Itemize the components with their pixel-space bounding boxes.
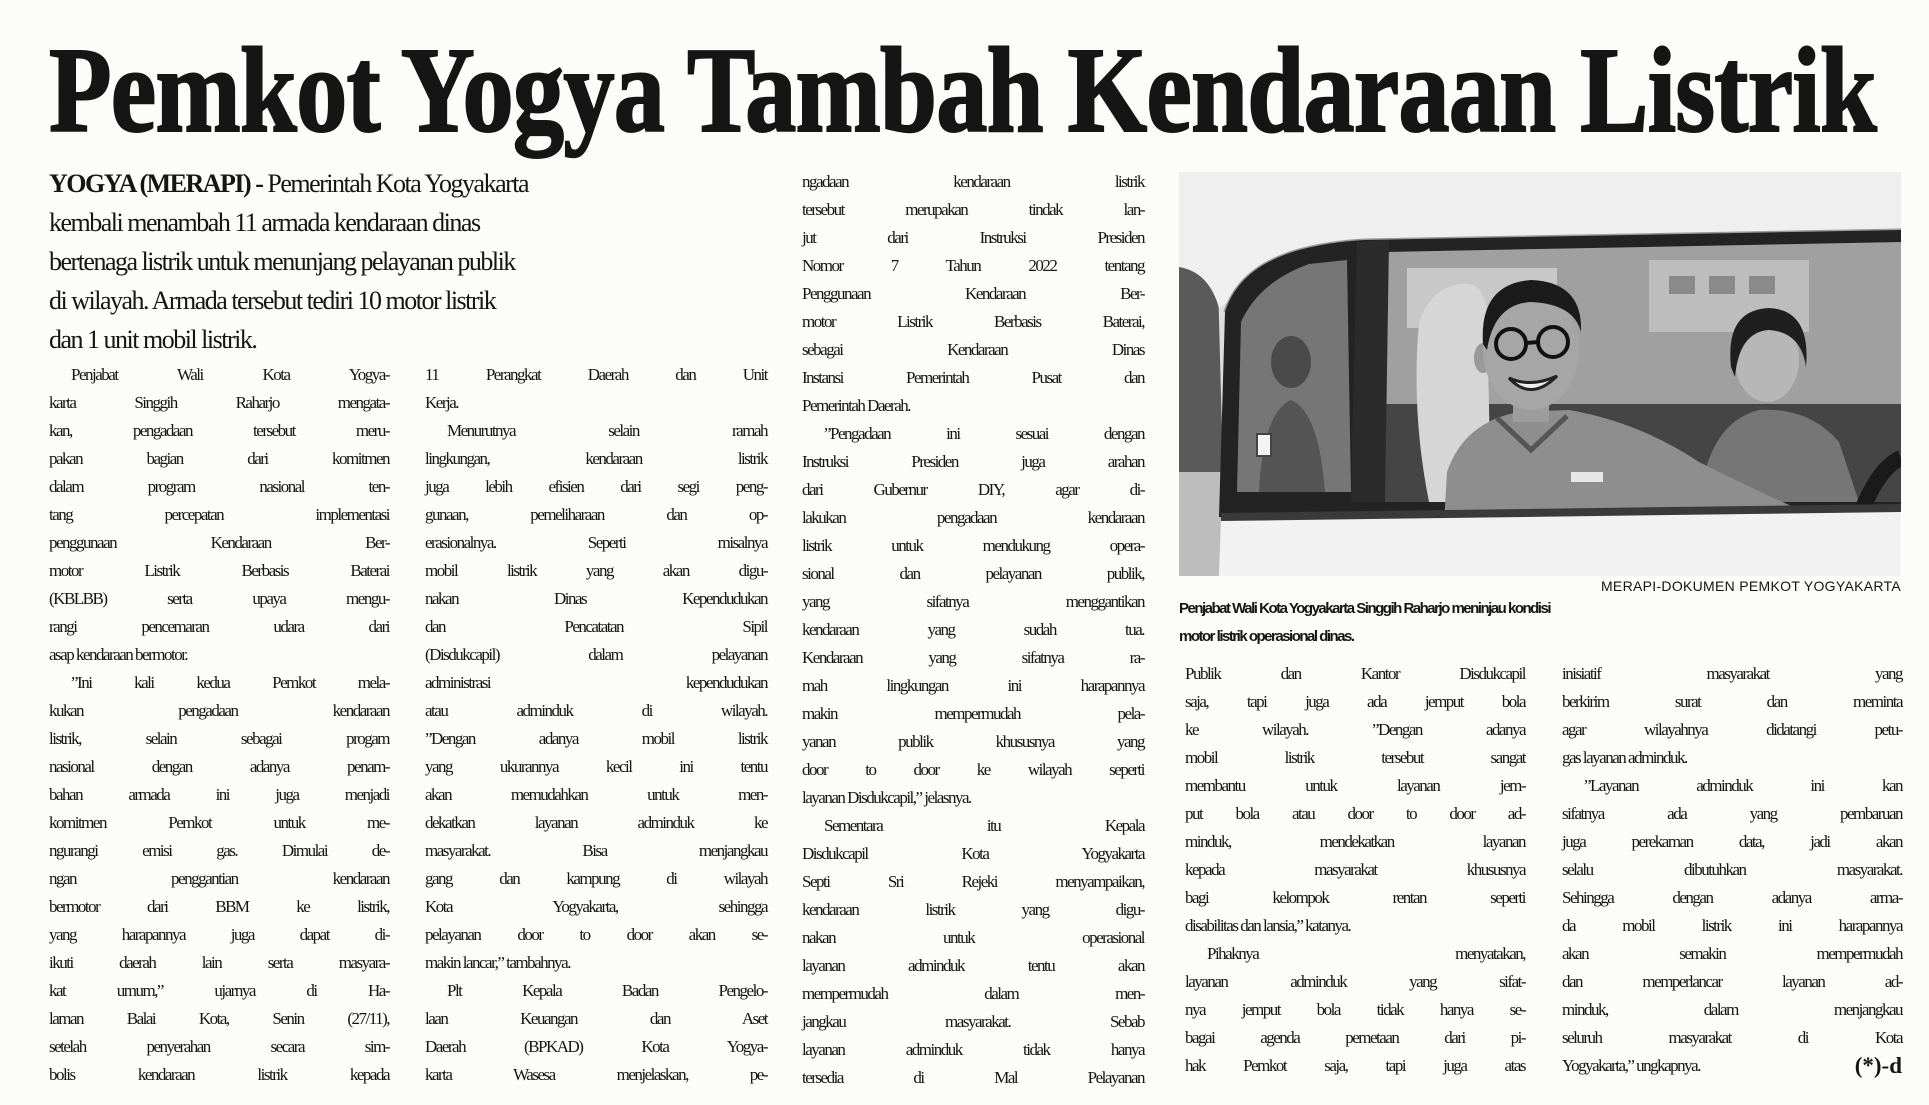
article-line: yang harapannya juga dapat di- bbox=[49, 925, 389, 944]
article-line: saja, tapi juga ada jemput bola bbox=[1185, 692, 1525, 711]
article-line: komitmen Pemkot untuk me- bbox=[49, 813, 389, 832]
article-line: kendaraan yang sudah tua. bbox=[802, 620, 1144, 639]
article-line: listrik, selain sebagai progam bbox=[49, 729, 389, 748]
article-line: sional dan pelayanan publik, bbox=[802, 564, 1144, 583]
article-line: mobil listrik yang akan digu- bbox=[425, 561, 767, 580]
article-line: Instruksi Presiden juga arahan bbox=[802, 452, 1144, 471]
article-line: da mobil listrik ini harapannya bbox=[1562, 916, 1902, 935]
article-signoff: (*)-d bbox=[1854, 1053, 1902, 1078]
article-line: ke wilayah. ”Dengan adanya bbox=[1185, 720, 1525, 739]
article-line: kat umum,” ujarnya di Ha- bbox=[49, 981, 389, 1000]
article-column-4 bbox=[1185, 660, 1525, 1080]
article-line: pelayanan door to door akan se- bbox=[425, 925, 767, 944]
photo-reflection-head bbox=[1271, 336, 1311, 388]
article-line: tersebut merupakan tindak lan- bbox=[802, 200, 1144, 219]
article-column-1 bbox=[49, 361, 389, 1089]
article-line: nya jemput bola tidak hanya se- bbox=[1185, 1000, 1525, 1019]
article-line: gunaan, pemeliharaan dan op- bbox=[425, 505, 767, 524]
article-line: mobil listrik tersebut sangat bbox=[1185, 748, 1525, 767]
article-line: agar wilayahnya didatangi petu- bbox=[1562, 720, 1902, 739]
article-line: lakukan pengadaan kendaraan bbox=[802, 508, 1144, 527]
article-line: Sementara itu Kepala bbox=[824, 816, 1144, 835]
article-line: Sehingga dengan adanya arma- bbox=[1562, 888, 1902, 907]
article-line: kan, pengadaan tersebut meru- bbox=[49, 421, 389, 440]
article-column-2 bbox=[425, 361, 767, 1089]
article-line: sebagai Kendaraan Dinas bbox=[802, 340, 1144, 359]
article-line: Kota Yogyakarta, sehingga bbox=[425, 897, 767, 916]
article-line: membantu untuk layanan jem- bbox=[1185, 776, 1525, 795]
article-line: ”Dengan adanya mobil listrik bbox=[425, 729, 767, 748]
article-headline bbox=[49, 23, 1929, 158]
article-line: administrasi kependudukan bbox=[425, 673, 767, 692]
article-paragraph bbox=[1562, 660, 1902, 772]
article-line: bagi kelompok rentan seperti bbox=[1185, 888, 1525, 907]
article-line: karta Wasesa menjelaskan, pe- bbox=[425, 1065, 767, 1084]
article-line: bolis kendaraan listrik kepada bbox=[49, 1065, 389, 1084]
article-line: nakan Dinas Kependudukan bbox=[425, 589, 767, 608]
photo-caption bbox=[1179, 595, 1901, 651]
article-line: juga lebih efisien dari segi peng- bbox=[425, 477, 767, 496]
article-paragraph bbox=[425, 361, 767, 417]
article-line: listrik untuk mendukung opera- bbox=[802, 536, 1144, 555]
article-line: seluruh masyarakat di Kota bbox=[1562, 1028, 1902, 1047]
photo-door-panel bbox=[1219, 510, 1901, 576]
article-paragraph bbox=[425, 417, 767, 977]
article-line: Pihaknya menyatakan, bbox=[1207, 944, 1525, 963]
article-line: akan semakin mempermudah bbox=[1562, 944, 1902, 963]
article-line: masyarakat. Bisa menjangkau bbox=[425, 841, 767, 860]
article-line: karta Singgih Raharjo mengata- bbox=[49, 393, 389, 412]
article-line: dan Pencatatan Sipil bbox=[425, 617, 767, 636]
lead-line: kembali menambah 11 armada kendaraan dinas bbox=[49, 208, 480, 237]
article-line: Penggunaan Kendaraan Ber- bbox=[802, 284, 1144, 303]
article-line: motor Listrik Berbasis Baterai bbox=[49, 561, 389, 580]
article-paragraph bbox=[49, 669, 389, 1089]
photo-building-window bbox=[1749, 276, 1775, 294]
photo-ground bbox=[1179, 472, 1223, 576]
article-line: bagai agenda pemetaan dari pi- bbox=[1185, 1028, 1525, 1047]
article-headline-text: Pemkot Yogya Tambah Kendaraan Listrik bbox=[49, 23, 1876, 158]
article-line: tersedia di Mal Pelayanan bbox=[802, 1068, 1144, 1087]
article-line: Publik dan Kantor Disdukcapil bbox=[1185, 664, 1525, 683]
article-line: selalu dibutuhkan masyarakat. bbox=[1562, 860, 1902, 879]
article-line: Plt Kepala Badan Pengelo- bbox=[447, 981, 767, 1000]
article-line: ngan penggantian kendaraan bbox=[49, 869, 389, 888]
article-line: kendaraan listrik yang digu- bbox=[802, 900, 1144, 919]
lead-line: di wilayah. Armada tersebut tediri 10 motor listrik bbox=[49, 286, 496, 315]
photo-caption-line: Penjabat Wali Kota Yogyakarta Singgih Raharjo meninjau kondisi bbox=[1179, 600, 1550, 617]
article-line: minduk, mendekatkan layanan bbox=[1185, 832, 1525, 851]
article-line: asap kendaraan bermotor. bbox=[49, 645, 188, 664]
article-line: laan Keuangan dan Aset bbox=[425, 1009, 767, 1028]
article-line: ”Layanan adminduk ini kan bbox=[1584, 776, 1902, 795]
article-line: laman Balai Kota, Senin (27/11), bbox=[49, 1009, 389, 1028]
article-paragraph bbox=[1185, 940, 1525, 1080]
article-line: lingkungan, kendaraan listrik bbox=[425, 449, 767, 468]
photo-building-window bbox=[1709, 276, 1735, 294]
article-line: pakan bagian dari komitmen bbox=[49, 449, 389, 468]
article-line: penggunaan Kendaraan Ber- bbox=[49, 533, 389, 552]
photo-man-badge bbox=[1571, 472, 1603, 482]
article-line: motor Listrik Berbasis Baterai, bbox=[802, 312, 1144, 331]
article-line: layanan adminduk tentu akan bbox=[802, 956, 1144, 975]
article-line: disabilitas dan lansia,” katanya. bbox=[1185, 916, 1351, 935]
article-line: put bola atau door to door ad- bbox=[1185, 804, 1525, 823]
article-line: dekatkan layanan adminduk ke bbox=[425, 813, 767, 832]
lead-line: bertenaga listrik untuk menunjang pelayanan publik bbox=[49, 247, 515, 276]
article-line: yang sifatnya menggantikan bbox=[802, 592, 1144, 611]
article-column-5 bbox=[1562, 660, 1902, 1080]
article-line: ngurangi emisi gas. Dimulai de- bbox=[49, 841, 389, 860]
article-line: mempermudah dalam men- bbox=[802, 984, 1144, 1003]
article-line: nakan untuk operasional bbox=[802, 928, 1144, 947]
article-line: Instansi Pemerintah Pusat dan bbox=[802, 368, 1144, 387]
article-line: jangkau masyarakat. Sebab bbox=[802, 1012, 1144, 1031]
lead-line bbox=[49, 164, 761, 203]
photo-building-window bbox=[1669, 276, 1695, 294]
article-line: ”Pengadaan ini sesuai dengan bbox=[824, 424, 1144, 443]
article-line: Nomor 7 Tahun 2022 tentang bbox=[802, 256, 1144, 275]
article-lead bbox=[49, 164, 761, 359]
article-line: Kerja. bbox=[425, 393, 459, 412]
article-column-3 bbox=[802, 168, 1144, 1092]
article-paragraph bbox=[802, 168, 1144, 420]
article-line: ”Ini kali kedua Pemkot mela- bbox=[71, 673, 389, 692]
article-line: ngadaan kendaraan listrik bbox=[802, 172, 1144, 191]
article-line: gas layanan adminduk. bbox=[1562, 748, 1687, 767]
article-line: (KBLBB) serta upaya mengu- bbox=[49, 589, 389, 608]
article-line: layanan adminduk yang sifat- bbox=[1185, 972, 1525, 991]
article-line: 11 Perangkat Daerah dan Unit bbox=[425, 365, 767, 384]
photo-caption-line: motor listrik operasional dinas. bbox=[1179, 628, 1354, 645]
article-paragraph bbox=[802, 812, 1144, 1092]
article-line: mah lingkungan ini harapannya bbox=[802, 676, 1144, 695]
article-line: Penjabat Wali Kota Yogya- bbox=[71, 365, 389, 384]
article-line: sifatnya ada yang pembaruan bbox=[1562, 804, 1902, 823]
photo-man-glasses-bridge bbox=[1526, 342, 1538, 343]
dateline: YOGYA (MERAPI) - bbox=[49, 169, 263, 198]
article-line: tang percepatan implementasi bbox=[49, 505, 389, 524]
article-line: Pemerintah Daerah. bbox=[802, 396, 910, 415]
article-line: yang ukurannya kecil ini tentu bbox=[425, 757, 767, 776]
article-line: Disdukcapil Kota Yogyakarta bbox=[802, 844, 1144, 863]
article-line: setelah penyerahan secara sim- bbox=[49, 1037, 389, 1056]
article-paragraph bbox=[425, 977, 767, 1089]
article-line: yanan publik khususnya yang bbox=[802, 732, 1144, 751]
article-line: layanan Disdukcapil,” jelasnya. bbox=[802, 788, 971, 807]
article-line: dari Gubernur DIY, agar di- bbox=[802, 480, 1144, 499]
article-line: Kendaraan yang sifatnya ra- bbox=[802, 648, 1144, 667]
article-paragraph bbox=[1185, 660, 1525, 940]
article-line: bahan armada ini juga menjadi bbox=[49, 785, 389, 804]
photo-door-sticker bbox=[1257, 434, 1271, 456]
lead-line: dan 1 unit mobil listrik. bbox=[49, 325, 257, 354]
article-line: hak Pemkot saja, tapi juga atas bbox=[1185, 1056, 1525, 1075]
article-line: nasional dengan adanya penam- bbox=[49, 757, 389, 776]
article-line: bermotor dari BBM ke listrik, bbox=[49, 897, 389, 916]
article-line: kepada masyarakat khususnya bbox=[1185, 860, 1525, 879]
article-line: Menurutnya selain ramah bbox=[447, 421, 767, 440]
article-line: makin lancar,” tambahnya. bbox=[425, 953, 570, 972]
article-line: berkirim surat dan meminta bbox=[1562, 692, 1902, 711]
article-line: Septi Sri Rejeki menyampaikan, bbox=[802, 872, 1144, 891]
article-paragraph bbox=[49, 361, 389, 669]
article-line: ikuti daerah lain serta masyara- bbox=[49, 953, 389, 972]
article-paragraph bbox=[802, 420, 1144, 812]
article-line: Yogyakarta,” ungkapnya. bbox=[1562, 1056, 1700, 1075]
article-line: (Disdukcapil) dalam pelayanan bbox=[425, 645, 767, 664]
article-line: inisiatif masyarakat yang bbox=[1562, 664, 1902, 683]
article-paragraph bbox=[1562, 772, 1902, 1080]
article-photo bbox=[1179, 172, 1901, 576]
article-line: rangi pencemaran udara dari bbox=[49, 617, 389, 636]
article-line: jut dari Instruksi Presiden bbox=[802, 228, 1144, 247]
article-line: dan memperlancar layanan ad- bbox=[1562, 972, 1902, 991]
article-line: layanan adminduk tidak hanya bbox=[802, 1040, 1144, 1059]
article-line: makin mempermudah pela- bbox=[802, 704, 1144, 723]
article-line: juga perekaman data, jadi akan bbox=[1562, 832, 1902, 851]
article-line: erasionalnya. Seperti misalnya bbox=[425, 533, 767, 552]
photo-credit: MERAPI-DOKUMEN PEMKOT YOGYAKARTA bbox=[1600, 578, 1901, 594]
photo-b-pillar bbox=[1351, 240, 1389, 502]
lead-line-text: Pemerintah Kota Yogyakarta bbox=[267, 169, 529, 198]
article-line: minduk, dalam menjangkau bbox=[1562, 1000, 1902, 1019]
article-line: kukan pengadaan kendaraan bbox=[49, 701, 389, 720]
article-line: door to door ke wilayah seperti bbox=[802, 760, 1144, 779]
article-line: gang dan kampung di wilayah bbox=[425, 869, 767, 888]
article-line: dalam program nasional ten- bbox=[49, 477, 389, 496]
article-line: atau adminduk di wilayah. bbox=[425, 701, 767, 720]
article-line: Daerah (BPKAD) Kota Yogya- bbox=[425, 1037, 767, 1056]
article-line: akan memudahkan untuk men- bbox=[425, 785, 767, 804]
